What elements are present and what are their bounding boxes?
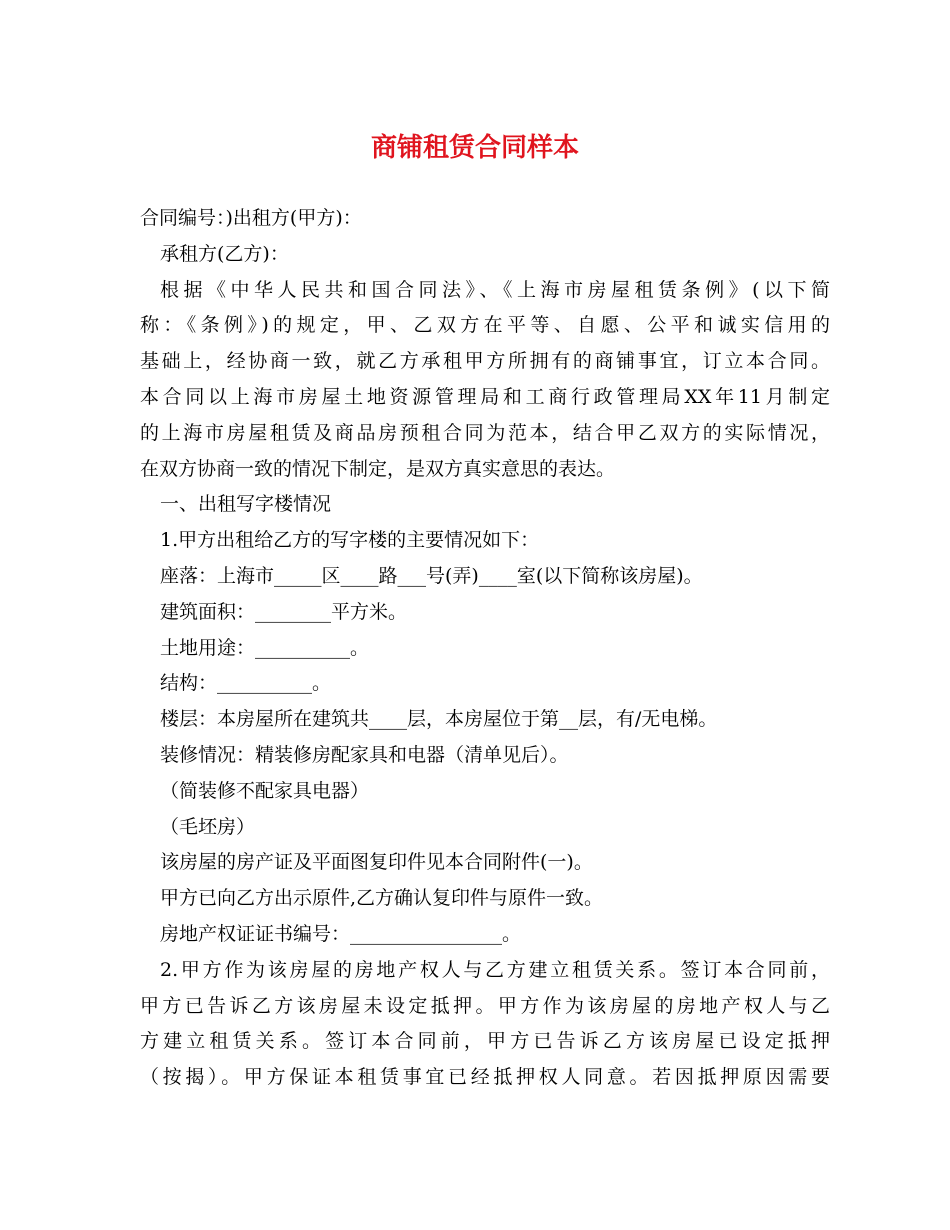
body-line: 甲方已告诉乙方该房屋未设定抵押。甲方作为该房屋的房地产权人与乙 bbox=[140, 994, 830, 1017]
document-body bbox=[140, 201, 830, 1096]
body-line: 承租方(乙方)： bbox=[160, 242, 289, 265]
body-line: 座落：上海市_____区____路___号(弄)____室(以下简称该房屋)。 bbox=[160, 564, 703, 587]
body-line: （简装修不配家具电器） bbox=[160, 779, 370, 802]
body-line: （毛坯房） bbox=[160, 815, 256, 838]
body-line: 本合同以上海市房屋土地资源管理局和工商行政管理局XX年11月制定 bbox=[140, 385, 830, 408]
body-line: 根据《中华人民共和国合同法》、《上海市房屋租赁条例》(以下简 bbox=[160, 278, 830, 301]
body-line: 基础上，经协商一致，就乙方承租甲方所拥有的商铺事宜，订立本合同。 bbox=[140, 350, 830, 373]
body-line: 一、出租写字楼情况 bbox=[160, 493, 332, 516]
document-title: 商铺租赁合同样本 bbox=[370, 133, 579, 163]
body-line: 称：《条例》)的规定，甲、乙双方在平等、自愿、公平和诚实信用的 bbox=[140, 314, 830, 337]
body-line: 1.甲方出租给乙方的写字楼的主要情况如下： bbox=[160, 529, 540, 552]
body-line: （按揭）。甲方保证本租赁事宜已经抵押权人同意。若因抵押原因需要 bbox=[140, 1066, 830, 1089]
body-line: 该房屋的房产证及平面图复印件见本合同附件(一)。 bbox=[160, 851, 593, 874]
body-line: 方建立租赁关系。签订本合同前，甲方已告诉乙方该房屋已设定抵押 bbox=[140, 1030, 830, 1053]
body-line: 土地用途：__________。 bbox=[160, 636, 370, 659]
body-line: 房地产权证证书编号：________________。 bbox=[160, 922, 522, 945]
body-line: 结构：__________。 bbox=[160, 672, 332, 695]
body-line: 在双方协商一致的情况下制定，是双方真实意思的表达。 bbox=[140, 457, 616, 480]
body-line: 合同编号：)出租方(甲方)： bbox=[140, 207, 362, 229]
body-line: 2.甲方作为该房屋的房地产权人与乙方建立租赁关系。签订本合同前， bbox=[160, 958, 830, 981]
body-line: 的上海市房屋租赁及商品房预租合同为范本，结合甲乙双方的实际情况， bbox=[140, 421, 830, 444]
body-line: 甲方已向乙方出示原件,乙方确认复印件与原件一致。 bbox=[160, 887, 604, 910]
body-line: 装修情况：精装修房配家具和电器（清单见后）。 bbox=[160, 743, 569, 766]
body-line: 楼层：本房屋所在建筑共____层，本房屋位于第__层，有/无电梯。 bbox=[160, 708, 718, 731]
body-line: 建筑面积：________平方米。 bbox=[160, 600, 408, 623]
